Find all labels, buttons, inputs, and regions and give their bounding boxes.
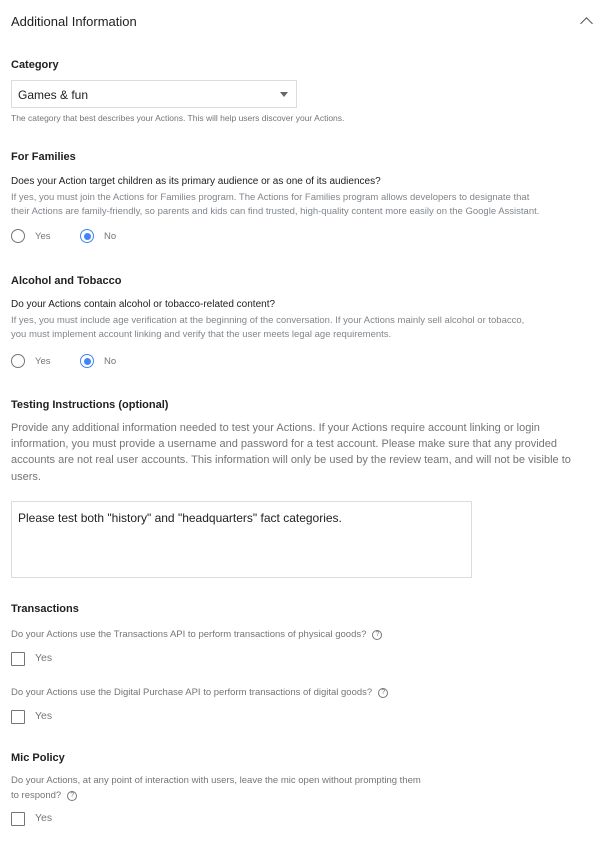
families-yes-radio[interactable] [11,229,25,243]
transactions-q2 [11,687,388,698]
families-yes-label: Yes [35,231,51,242]
physical-goods-yes-label: Yes [35,652,53,664]
help-icon[interactable]: ? [67,791,77,801]
physical-goods-checkbox[interactable] [11,652,25,666]
chevron-up-icon[interactable] [580,17,593,30]
alcohol-heading: Alcohol and Tobacco [11,275,122,287]
families-question: Does your Action target children as its primary audience or as one of its audiences? [11,176,381,187]
transactions-q1 [11,629,382,640]
help-icon[interactable]: ? [378,688,388,698]
families-no-label: No [104,231,117,242]
families-desc: If yes, you must join the Actions for Families program. The Actions for Families program allows developers to designate that [11,192,530,203]
testing-heading: Testing Instructions (optional) [11,399,169,411]
families-desc: their Actions are family-friendly, so parents and kids can find trusted, high-quality content more easily on the Google Assistant. [11,206,540,217]
alcohol-desc: you must implement account linking and verify that the user meets legal age requirements. [11,329,392,340]
digital-goods-yes-label: Yes [35,710,53,722]
alcohol-yes-label: Yes [35,356,51,367]
alcohol-no-radio[interactable] [80,354,94,368]
alcohol-yes-radio[interactable] [11,354,25,368]
category-select[interactable] [11,80,297,108]
dropdown-arrow-icon [280,92,288,101]
alcohol-no-label: No [104,356,117,367]
mic-open-yes-label: Yes [35,812,53,824]
mic-heading: Mic Policy [11,752,65,764]
transactions-q1-text: Do your Actions use the Transactions API to perform transactions of physical goods? [11,629,367,640]
category-value: Games & fun [18,88,89,102]
mic-q2-text: to respond? [11,790,62,801]
mic-open-checkbox[interactable] [11,812,25,826]
category-label: Category [11,59,59,71]
digital-goods-checkbox[interactable] [11,710,25,724]
transactions-q2-text: Do your Actions use the Digital Purchase API to perform transactions of digital goods? [11,687,373,698]
families-heading: For Families [11,151,76,163]
mic-q2 [11,790,77,801]
testing-instructions-textarea[interactable]: Please test both "history" and "headquarters" fact categories. [11,501,472,578]
testing-desc: Provide any additional information needed to test your Actions. If your Actions require account linking or login information, you must provide a username and password for a test account. Please make sure that any provided accounts are not real user accounts. This information will only be used by the review team, and will not be visible to users. [11,422,571,483]
families-no-radio[interactable] [80,229,94,243]
alcohol-question: Do your Actions contain alcohol or tobacco-related content? [11,299,276,310]
help-icon[interactable]: ? [372,630,382,640]
section-title: Additional Information [11,14,137,29]
category-helper: The category that best describes your Actions. This will help users discover your Actions. [11,113,345,123]
alcohol-desc: If yes, you must include age verification at the beginning of the conversation. If your Actions mainly sell alcohol or tobacco, [11,315,525,326]
mic-q1: Do your Actions, at any point of interaction with users, leave the mic open without prompting them [11,775,421,786]
transactions-heading: Transactions [11,603,79,615]
